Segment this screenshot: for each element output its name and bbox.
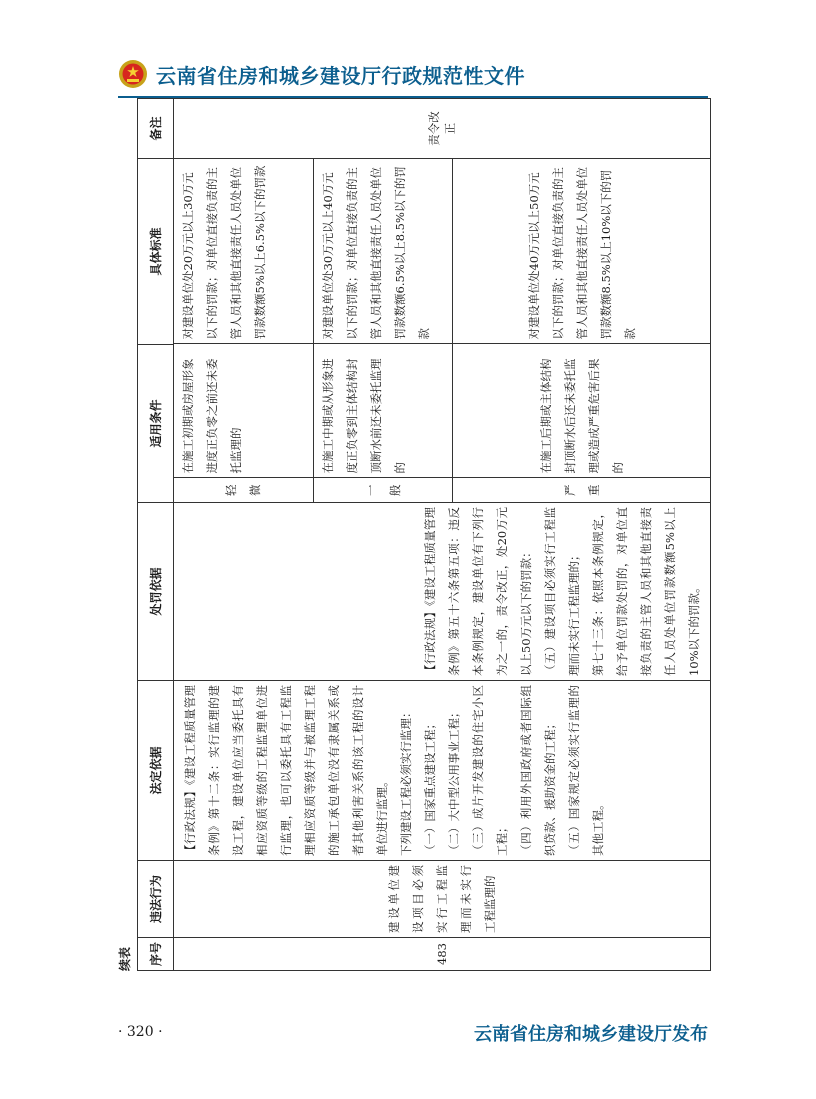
publisher: 云南省住房和城乡建设厅发布 [474,1024,708,1045]
condition-light: 在施工初期或房屋形象进度正负零之前还未委托监理的 [174,344,313,478]
document-header [118,56,525,92]
legal-line: （三）成片开发建设的住宅小区工程； [471,685,509,856]
criteria-row [453,158,710,502]
continued-label: 续表 [118,946,132,971]
standard-light: 对建设单位处20万元以上30万元以下的罚款；对单位直接负责的主管人员和其他直接责任人员处单位罚款数额5%以上6.5%以下的罚款 [174,158,313,344]
header-seq: 序号 [138,938,174,971]
criteria-cell [174,159,711,503]
rotated-table-container [115,99,711,971]
penalty-line: 第七十三条：依照本条例规定，给予单位罚款处罚的，对单位直接负责的主管人员和其他直接责任人员处单位罚款数额5%以上10%以下的罚款。 [591,507,701,676]
table-header-row [138,99,174,971]
penalty-cell [174,503,711,681]
header-act: 违法行为 [138,861,174,938]
criteria-subtable [174,158,710,502]
seq-cell: 483 [174,938,711,971]
degree-severe: 严重 [453,478,710,502]
remark-cell [174,99,711,159]
act-cell [174,861,711,938]
header-legal: 法定依据 [138,681,174,861]
standard-normal: 对建设单位处30万元以上40万元以下的罚款；对单位直接负责的主管人员和其他直接责任人员处单位罚款数额6.5%以上8.5%以下的罚款 [313,158,452,344]
condition-severe: 在施工后期或主体结构封顶断水后还未委托监理或造成严重危害后果的 [453,344,710,478]
legal-line: （五）国家规定必须实行监理的其他工程。 [567,685,605,856]
remark-text: 责令改正 [427,111,457,146]
penalty-table [137,98,711,971]
table-row [174,99,711,971]
criteria-row [174,158,313,502]
legal-line: 下列建设工程必须实行监理： [399,706,413,856]
document-title: 云南省住房和城乡建设厅行政规范性文件 [156,63,525,88]
degree-light: 轻微 [174,478,313,502]
header-condition: 适用条件 [138,345,174,503]
header-standard: 具体标准 [138,159,174,345]
legal-line: （二）大中型公用事业工程； [447,706,461,856]
legal-line: （一）国家重点建设工程； [423,718,437,856]
penalty-line: （五）建设项目必须实行工程监理而未实行工程监理的； [543,507,581,676]
national-emblem-icon [118,59,148,89]
header-remark: 备注 [138,99,174,159]
penalty-line: 【行政法规】《建设工程质量管理条例》第五十六条第五项：违反本条例规定，建设单位有下列行为之一的，责令改正，处20万元以上50万元以下的罚款： [423,507,533,676]
legal-line: 【行政法规】《建设工程质量管理条例》第十二条：实行监理的建设工程，建设单位应当委托具有相应资质等级的工程监理单位进行监理，也可以委托具有工程监理相应资质等级并与被监理工程的施工承包单位没有隶属关系或者其他利害关系的该工程的设计单位进行监理。 [183,685,389,856]
legal-cell [174,681,711,861]
condition-normal: 在施工中期或从形象进度正负零到主体结构封顶断水前还未委托监理的 [313,344,452,478]
header-penalty: 处罚依据 [138,503,174,681]
legal-line: （四）利用外国政府或者国际组织贷款、援助资金的工程； [519,685,557,856]
page-number: · 320 · [118,1024,163,1040]
standard-severe: 对建设单位处40万元以上50万元以下的罚款；对单位直接负责的主管人员和其他直接责任人员处单位罚款数额8.5%以上10%以下的罚款 [453,158,710,344]
act-text: 建设单位建设项目必须实行工程监理而未实行工程监理的 [387,865,497,933]
criteria-row [313,158,452,502]
degree-normal: 一般 [313,478,452,502]
